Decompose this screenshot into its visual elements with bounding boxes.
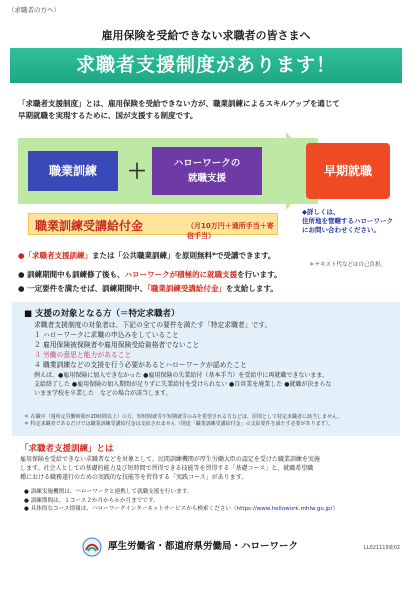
bullet-text: を支給します。 [225,284,278,293]
bullet-text: を行います。 [237,270,282,279]
definition-list [24,488,396,514]
detail-note-line: ◆詳しくは、 [302,208,340,216]
intro-line: 「求職者支援制度」とは、雇用保険を受給できない方が、職業訓練によるスキルアップを通じて [18,99,340,108]
allowance-title: 職業訓練受講給付金 [35,219,144,233]
example-line: 支給終了した ●雇用保険の加入期間が足りずに失業給付を受けられない ●自営業を廃業した ●就職が決まらな [34,381,332,388]
footer-organizations: 厚生労働省・都道府県労働局・ハローワーク [108,541,299,552]
hellowork-link[interactable]: （https://www.hellowork.mhlw.go.jp/） [230,506,339,512]
eligibility-item: ２ 雇用保険被保険者や雇用保険受給資格者でないこと [34,341,200,349]
bullet-text: ● 一定要件を満たせば、訓練期間中、 [18,284,148,293]
lead-heading: 雇用保険を受給できない求職者の皆さまへ [101,29,311,42]
definition-line: します。社会人としての基礎的能力及び短時間で習得できる技能等を習得する「基礎コース」と、就職希望職 [20,465,314,472]
audience-label: （求職者の方へ） [8,6,60,14]
flow-diagram [18,138,394,208]
example-line: いまま学校を卒業した などの場合が該当します。 [34,390,172,397]
ministry-logo-icon [82,537,102,557]
bullet-red: ●「求職者支援訓練」 [18,251,93,260]
definition-list-item: ● 訓練実施機関は、ハローワークと連携して就職支援を行います。 [24,489,193,495]
eligibility-intro: 求職者支援制度の対象者は、下記の全ての要件を満たす「特定求職者」です。 [34,321,272,329]
eligibility-item: １ ハローワークに求職の申込みをしていること [34,331,179,339]
intro-line: 早期就職を実現するために、国が支援する制度です。 [18,111,198,120]
definition-list-item: ● 訓練期間は、１コース２か月から６か月までです。 [24,497,159,504]
training-box: 職業訓練 [28,151,118,191]
bullet-footnote: ＊テキスト代などは自己負担。 [309,262,386,268]
allowance-amount: （月10万円＋通所手当＋寄宿手当） [187,222,274,240]
goal-box: 早期就職 [306,143,390,199]
example-line: 例えば、●雇用保険に加入できなかった ●雇用保険の失業給付（基本手当）を受給中に再就職できないまま、 [34,372,329,379]
allowance-box [28,213,278,240]
definition-body [20,455,396,482]
footer [0,530,412,570]
benefit-bullets [18,250,398,294]
bullet-red: 「職業訓練受講給付金」 [147,284,226,293]
document-code: LL021119鹿02 [363,545,400,551]
detail-note-line: 住所地を管轄するハローワーク [302,217,393,225]
bullet-support [18,269,398,280]
definition-title: 「求職者支援訓練」とは [20,444,114,454]
eligibility-panel [12,302,400,436]
intro-text [18,98,394,122]
support-line: 就職支援 [187,173,226,184]
detail-note [302,208,402,235]
definition-line: 雇用保険を受給できない求職者などを対象として、民間訓練機関が厚生労働大臣の認定を受けた職業訓練を実施 [20,456,320,463]
bullet-allowance [18,283,398,294]
definition-line: 種における職務遂行のための実践的な技能等を習得する「実践コース」があります。 [20,474,248,481]
eligibility-body [34,320,394,398]
title-banner: 求職者支援制度があります！ [10,48,402,83]
eligibility-notes [24,414,394,428]
definition-list-item [24,505,396,514]
eligibility-title: ■ 支援の対象となる方（＝特定求職者） [24,309,180,319]
detail-note-line: にお問い合わせください。 [302,226,380,234]
eligibility-example [34,371,394,398]
eligibility-item: ４ 職業訓練などの支援を行う必要があるとハローワークが認めたこと [34,361,247,369]
support-box [152,147,262,195]
bullet-red: ハローワークが積極的に就職支援 [124,270,238,279]
eligibility-item: ３ 労働の意思と能力があること [34,351,132,359]
bullet-text: ● 訓練期間中も訓練修了後も、 [18,270,125,279]
bullet-training [18,250,398,261]
plus-sign: ＋ [127,159,147,183]
support-line: ハローワークの [173,158,241,169]
eligibility-note: ＊ 在職中（週所定労働時間が20時間以上）の方、短時間就労や短期就労のみを希望される方などは、原則として特定求職者に該当しません。 [24,414,343,420]
eligibility-note: ＊ 特定求職者であるだけでは職業訓練受講給付金は支給されません（別途「職業訓練受講給付金」の支給要件を満たす必要があります）。 [24,421,334,427]
bullet-text: または「公共職業訓練」を原則無料*で受講できます。 [92,251,276,260]
definition-list-text: ● 具体的なコース情報は、ハローワークインターネットサービスから検索ください [24,506,231,512]
